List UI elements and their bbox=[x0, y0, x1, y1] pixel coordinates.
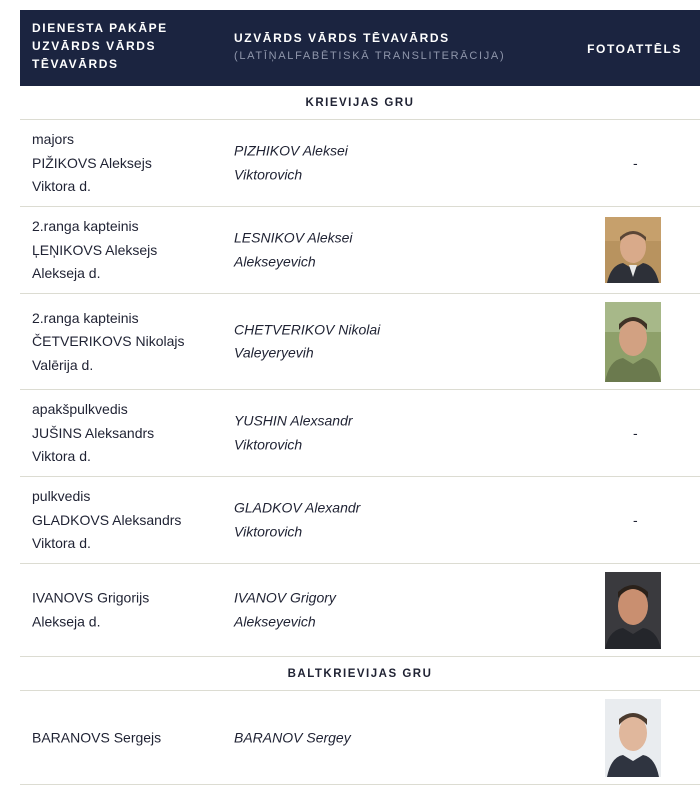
header-col-transliteration bbox=[234, 29, 554, 65]
cell-line: Viktora d. bbox=[32, 534, 91, 551]
rank-name-cell bbox=[32, 726, 222, 750]
cell-line: Viktorovich bbox=[234, 523, 303, 539]
rank-name-cell bbox=[32, 587, 222, 634]
table-row bbox=[20, 564, 700, 657]
cell-line: Alekseja d. bbox=[32, 264, 101, 281]
cell-line: majors bbox=[32, 130, 75, 147]
cell-line: ČETVERIKOVS Nikolajs bbox=[32, 332, 185, 349]
table-row bbox=[20, 120, 700, 207]
cell-line: apakšpulkvedis bbox=[32, 400, 128, 417]
cell-line: pulkvedis bbox=[32, 487, 91, 504]
transliteration-cell bbox=[234, 497, 534, 544]
transliteration-cell bbox=[234, 410, 534, 457]
cell-line: GLADKOV Alexandr bbox=[234, 499, 361, 516]
photo-placeholder: - bbox=[633, 425, 638, 441]
cell-line: Alekseyevich bbox=[234, 613, 316, 629]
cell-line: Viktora d. bbox=[32, 177, 91, 194]
cell-line: LESNIKOV Aleksei bbox=[234, 229, 353, 246]
photo-placeholder: - bbox=[633, 155, 638, 171]
cell-line: PIŽIKOVS Aleksejs bbox=[32, 154, 152, 171]
table-row bbox=[20, 390, 700, 477]
transliteration-cell bbox=[234, 587, 534, 634]
section-title: BALTKRIEVIJAS GRU bbox=[20, 657, 700, 691]
transliteration-cell bbox=[234, 318, 534, 365]
header-col-photo: FOTOATTĒLS bbox=[587, 42, 682, 56]
cell-line: JUŠINS Aleksandrs bbox=[32, 424, 155, 441]
rank-name-cell bbox=[32, 306, 222, 377]
header-col2-subtitle: (LATĪŅALFABĒTISKĀ TRANSLITERĀCIJA) bbox=[234, 50, 506, 62]
rank-name-cell bbox=[32, 215, 222, 286]
header-col1-line: UZVĀRDS VĀRDS bbox=[32, 39, 157, 53]
cell-line: Viktora d. bbox=[32, 447, 91, 464]
header-col2-title: UZVĀRDS VĀRDS TĒVAVĀRDS bbox=[234, 31, 450, 45]
cell-line: CHETVERIKOV Nikolai bbox=[234, 321, 381, 337]
table-row bbox=[20, 691, 700, 785]
transliteration-cell bbox=[234, 140, 534, 187]
transliteration-cell bbox=[234, 726, 534, 750]
cell-line: Viktorovich bbox=[234, 436, 303, 452]
cell-line: ĻEŅIKOVS Aleksejs bbox=[32, 241, 158, 258]
section-title: KRIEVIJAS GRU bbox=[20, 86, 700, 120]
header-col1-line: TĒVAVĀRDS bbox=[32, 57, 119, 71]
table-row bbox=[20, 207, 700, 294]
cell-line: Valeyeryevih bbox=[234, 344, 314, 361]
rank-name-cell bbox=[32, 398, 222, 469]
cell-line: Valērija d. bbox=[32, 356, 94, 373]
table-row bbox=[20, 477, 700, 564]
cell-line: Alekseyevich bbox=[234, 253, 316, 269]
cell-line: BARANOV Sergey bbox=[234, 728, 351, 745]
portrait-icon[interactable] bbox=[605, 302, 661, 382]
cell-line: Alekseja d. bbox=[32, 613, 101, 629]
header-col-rank-name bbox=[32, 19, 202, 73]
cell-line: Viktorovich bbox=[234, 166, 303, 182]
cell-line: GLADKOVS Aleksandrs bbox=[32, 511, 182, 528]
cell-line: YUSHIN Alexsandr bbox=[234, 412, 353, 429]
cell-line: IVANOV Grigory bbox=[234, 589, 336, 606]
cell-line: PIZHIKOV Aleksei bbox=[234, 142, 348, 159]
cell-line: BARANOVS Sergejs bbox=[32, 728, 162, 745]
header-col1-line: DIENESTA PAKĀPE bbox=[32, 21, 168, 35]
transliteration-cell bbox=[234, 227, 534, 274]
cell-line: 2.ranga kapteinis bbox=[32, 309, 139, 326]
table-row bbox=[20, 294, 700, 390]
cell-line: 2.ranga kapteinis bbox=[32, 217, 139, 234]
cell-line: IVANOVS Grigorijs bbox=[32, 589, 150, 606]
portrait-icon[interactable] bbox=[605, 699, 661, 777]
photo-placeholder: - bbox=[633, 512, 638, 528]
portrait-icon[interactable] bbox=[605, 572, 661, 649]
rank-name-cell bbox=[32, 485, 222, 556]
rank-name-cell bbox=[32, 128, 222, 199]
portrait-icon[interactable] bbox=[605, 217, 661, 283]
table-header bbox=[20, 10, 700, 86]
